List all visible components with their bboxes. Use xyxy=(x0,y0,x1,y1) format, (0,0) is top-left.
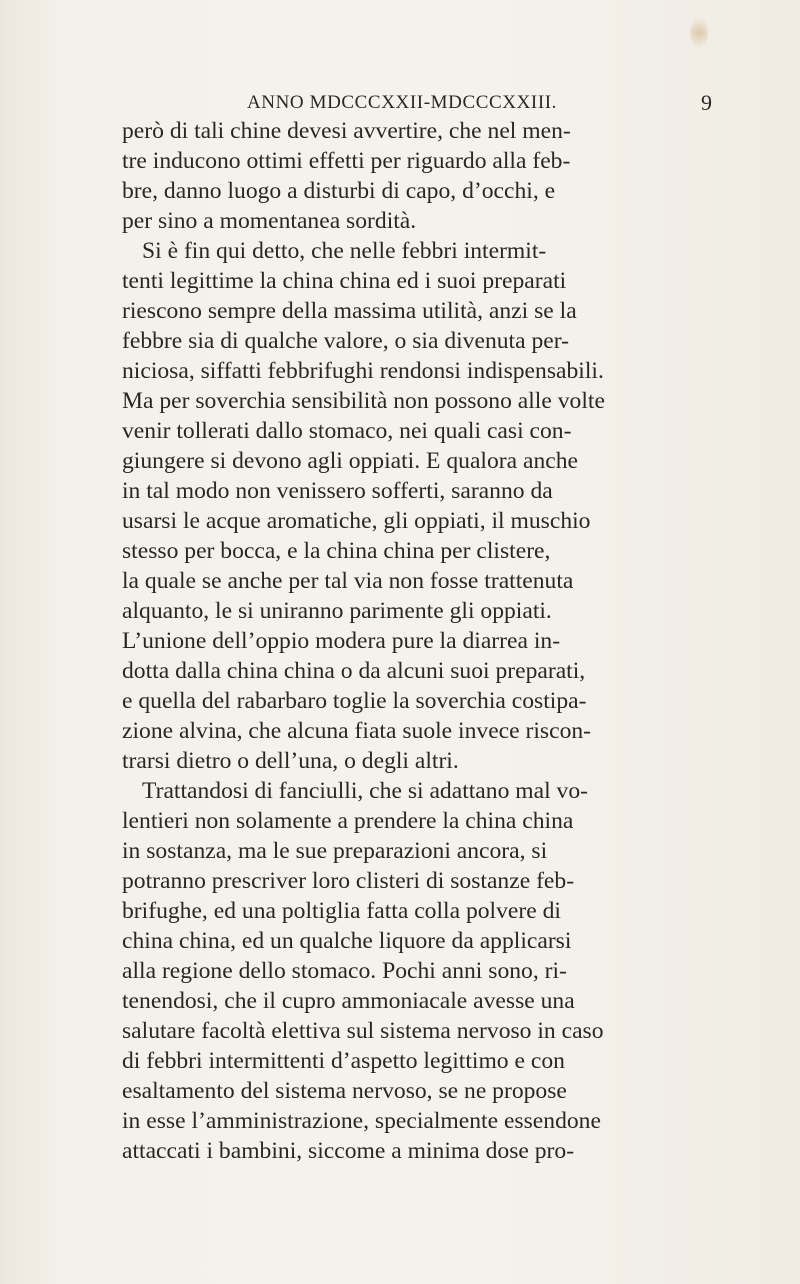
text-line: tenti legittime la china china ed i suoi preparati xyxy=(122,268,567,294)
text-line: attaccati i bambini, siccome a minima dose pro- xyxy=(122,1138,575,1164)
text-line: salutare facoltà elettiva sul sistema nervoso in caso xyxy=(122,1018,604,1044)
text-line: venir tollerati dallo stomaco, nei quali casi con- xyxy=(122,418,572,444)
text-line: in tal modo non venissero sofferti, saranno da xyxy=(122,478,553,504)
page-number: 9 xyxy=(701,90,712,115)
text-line: china china, ed un qualche liquore da applicarsi xyxy=(122,928,572,954)
text-line: per sino a momentanea sordità. xyxy=(122,208,417,234)
running-head: ANNO MDCCCXXII-MDCCCXXIII. xyxy=(246,92,558,113)
text-line: trarsi dietro o dell’una, o degli altri. xyxy=(122,748,459,774)
text-line: e quella del rabarbaro toglie la soverchia costipa- xyxy=(122,688,587,714)
text-line: Trattandosi di fanciulli, che si adattano mal vo- xyxy=(142,778,588,804)
text-line: tenendosi, che il cupro ammoniacale avesse una xyxy=(122,988,575,1014)
text-line: usarsi le acque aromatiche, gli oppiati, il muschio xyxy=(122,508,591,534)
text-line: riescono sempre della massima utilità, anzi se la xyxy=(122,298,577,324)
text-line: giungere si devono agli oppiati. E qualora anche xyxy=(122,448,578,474)
text-line: Si è fin qui detto, che nelle febbri intermit- xyxy=(142,238,547,264)
text-line: lentieri non solamente a prendere la china china xyxy=(122,808,574,834)
text-line: alquanto, le si uniranno parimente gli oppiati. xyxy=(122,598,552,624)
text-line: stesso per bocca, e la china china per clistere, xyxy=(122,538,551,564)
text-line: esaltamento del sistema nervoso, se ne propose xyxy=(122,1078,567,1104)
text-line: in esse l’amministrazione, specialmente essendone xyxy=(122,1108,601,1134)
text-line: la quale se anche per tal via non fosse trattenuta xyxy=(122,568,574,594)
text-line: di febbri intermittenti d’aspetto legittimo e con xyxy=(122,1048,565,1074)
ink-stain xyxy=(690,18,708,48)
text-line: dotta dalla china china o da alcuni suoi preparati, xyxy=(122,658,586,684)
text-line: brifughe, ed una poltiglia fatta colla polvere di xyxy=(122,898,561,924)
text-line: febbre sia di qualche valore, o sia divenuta per- xyxy=(122,328,569,354)
text-line: in sostanza, ma le sue preparazioni ancora, si xyxy=(122,838,548,864)
text-line: zione alvina, che alcuna fiata suole invece riscon- xyxy=(122,718,592,744)
text-line: potranno prescriver loro clisteri di sostanze feb- xyxy=(122,868,575,894)
text-line: tre inducono ottimi effetti per riguardo alla feb- xyxy=(122,148,571,174)
text-line: alla regione dello stomaco. Pochi anni sono, ri- xyxy=(122,958,567,984)
text-line: niciosa, siffatti febbrifughi rendonsi indispensabili. xyxy=(122,358,604,384)
text-line: Ma per soverchia sensibilità non possono alle volte xyxy=(122,388,605,414)
text-line: L’unione dell’oppio modera pure la diarrea in- xyxy=(122,628,561,654)
text-line: bre, danno luogo a disturbi di capo, d’occhi, e xyxy=(122,178,556,204)
text-line: però di tali chine devesi avvertire, che nel men- xyxy=(122,118,571,144)
